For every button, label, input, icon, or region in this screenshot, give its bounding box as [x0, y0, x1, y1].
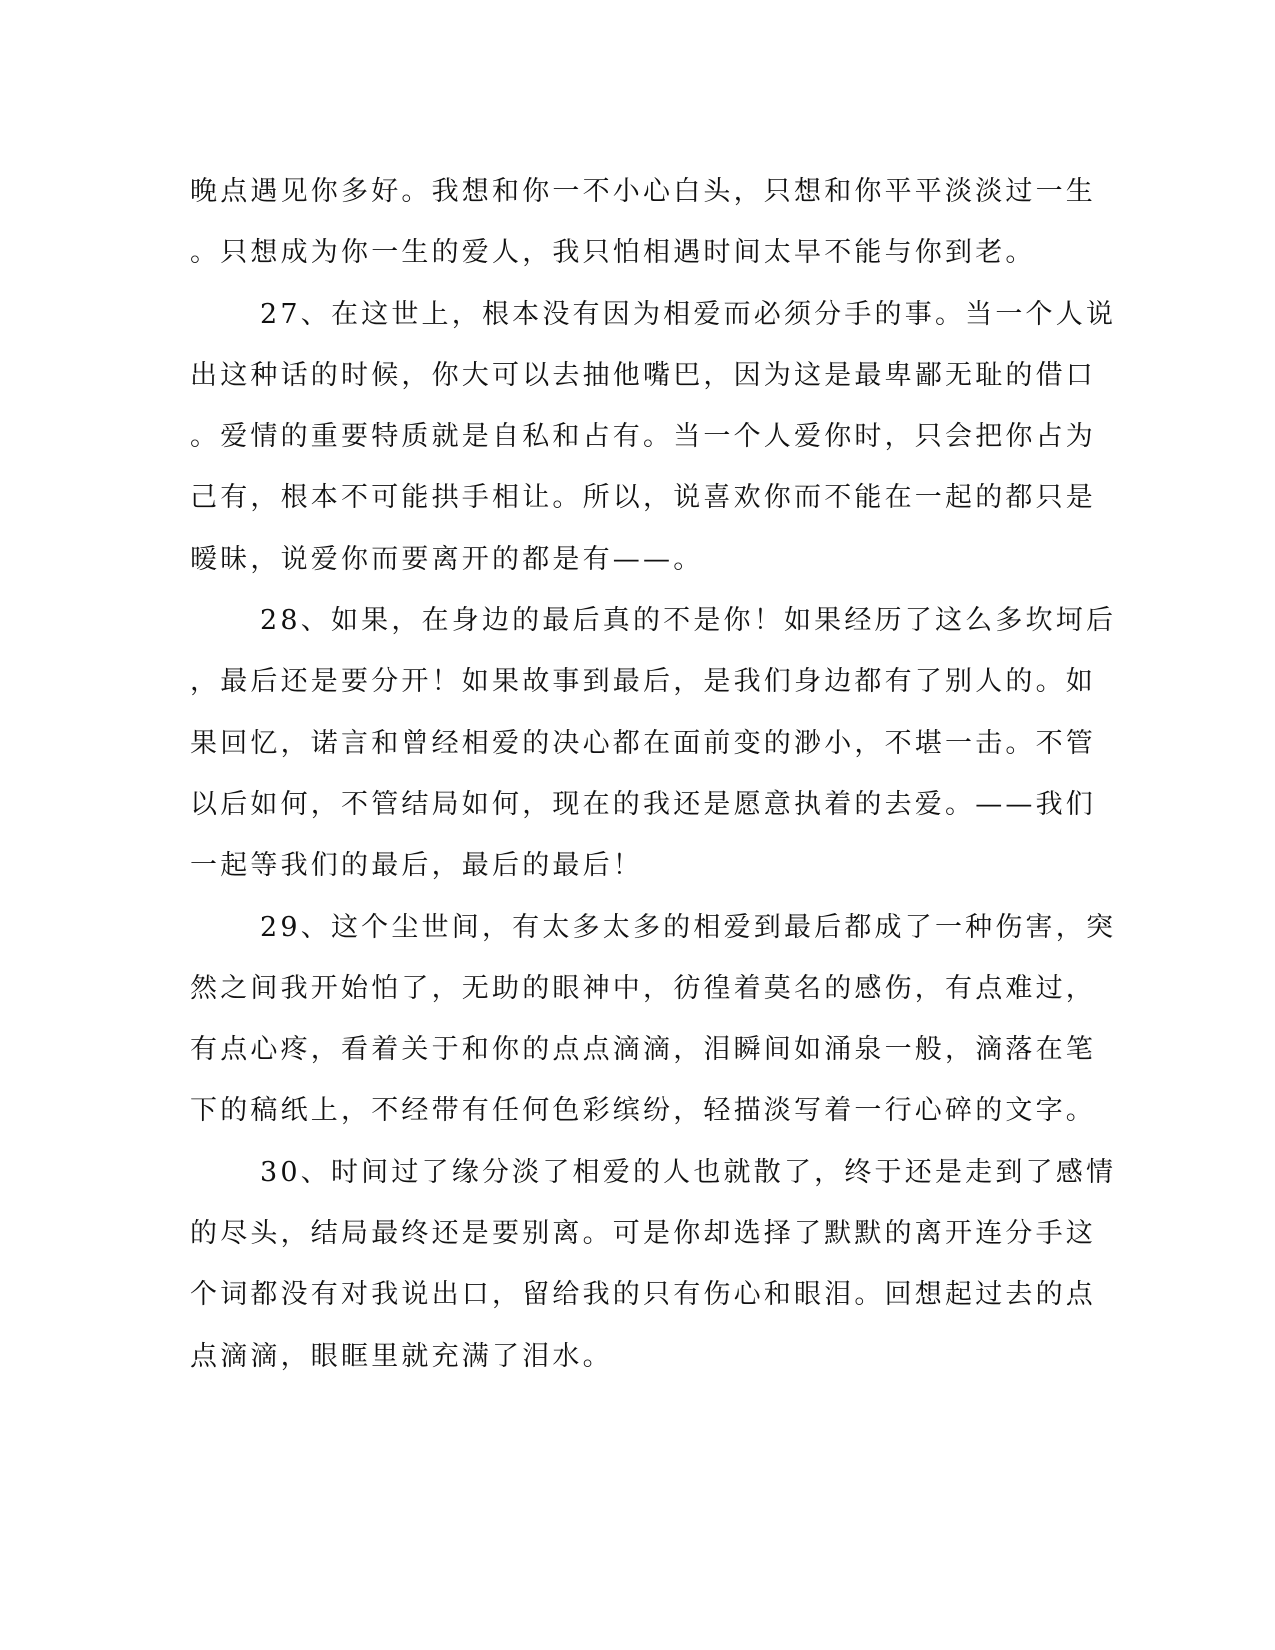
paragraph-29-start: 29、这个尘世间，有太多太多的相爱到最后都成了一种伤害，突 [260, 911, 1117, 943]
text-line: 暧昧，说爱你而要离开的都是有——。 [190, 543, 704, 575]
text-line: 一起等我们的最后，最后的最后！ [190, 850, 643, 882]
text-line: 有点心疼，看着关于和你的点点滴滴，泪瞬间如涌泉一般，滴落在笔 [190, 1034, 1096, 1066]
paragraph-30-start: 30、时间过了缘分淡了相爱的人也就散了，终于还是走到了感情 [260, 1156, 1117, 1188]
text-line: 个词都没有对我说出口，留给我的只有伤心和眼泪。回想起过去的点 [190, 1279, 1096, 1311]
text-line: ，最后还是要分开！如果故事到最后，是我们身边都有了别人的。如 [190, 666, 1096, 698]
text-line: 以后如何，不管结局如何，现在的我还是愿意执着的去爱。——我们 [190, 788, 1096, 820]
text-line: 晚点遇见你多好。我想和你一不小心白头，只想和你平平淡淡过一生 [190, 176, 1096, 207]
paragraph-28-start: 28、如果，在身边的最后真的不是你！如果经历了这么多坎坷后 [260, 605, 1117, 637]
text-line: 下的稿纸上，不经带有任何色彩缤纷，轻描淡写着一行心碎的文字。 [190, 1095, 1096, 1127]
text-line: 然之间我开始怕了，无助的眼神中，彷徨着莫名的感伤，有点难过， [190, 972, 1096, 1004]
body-text [190, 161, 1117, 1387]
text-line: 出这种话的时候，你大可以去抽他嘴巴，因为这是最卑鄙无耻的借口 [190, 359, 1096, 391]
text-line: 己有，根本不可能拱手相让。所以，说喜欢你而不能在一起的都只是 [190, 482, 1096, 514]
text-line: 。爱情的重要特质就是自私和占有。当一个人爱你时，只会把你占为 [190, 421, 1096, 453]
paragraph-27-start: 27、在这世上，根本没有因为相爱而必须分手的事。当一个人说 [260, 298, 1117, 330]
text-line: 点滴滴，眼眶里就充满了泪水。 [190, 1340, 613, 1372]
text-line: 果回忆，诺言和曾经相爱的决心都在面前变的渺小，不堪一击。不管 [190, 727, 1096, 759]
text-line: 的尽头，结局最终还是要别离。可是你却选择了默默的离开连分手这 [190, 1218, 1096, 1250]
text-line: 。只想成为你一生的爱人，我只怕相遇时间太早不能与你到老。 [190, 237, 1036, 269]
